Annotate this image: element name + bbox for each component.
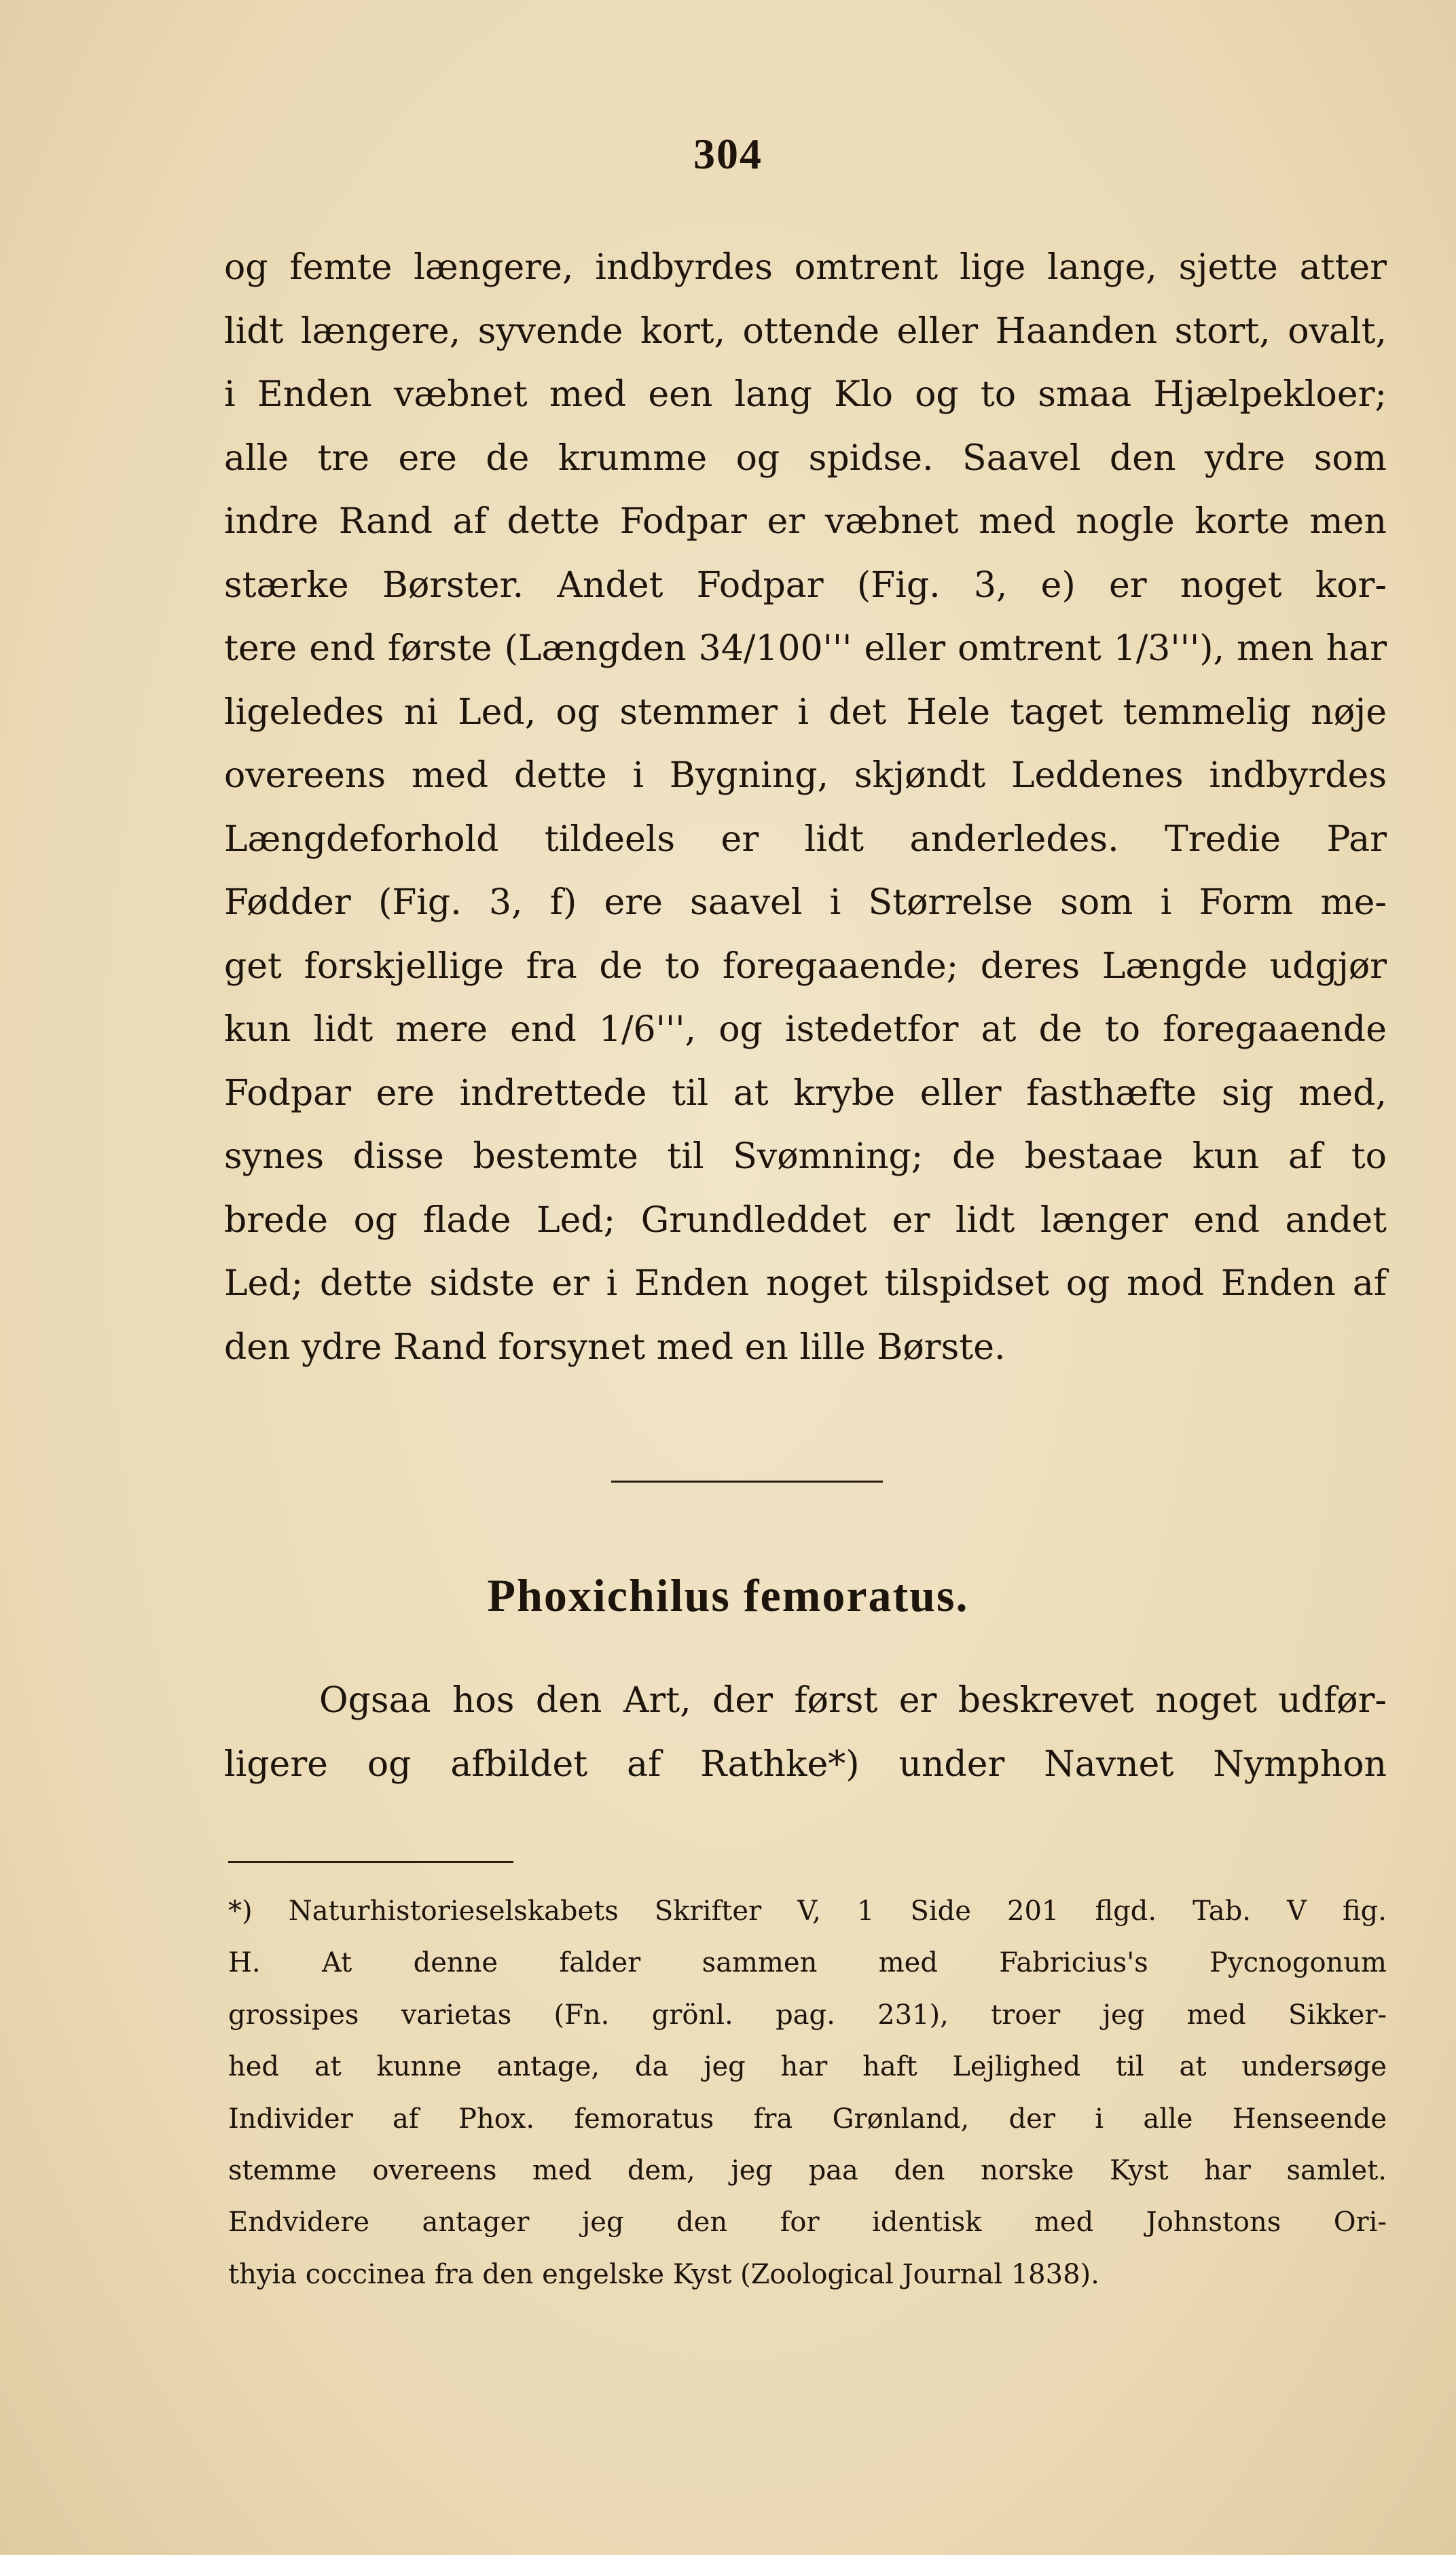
section-divider bbox=[611, 1481, 883, 1483]
text-line: get forskjellige fra de to foregaaende; deres Længde udgjør bbox=[224, 945, 1387, 987]
footnote-line: *) Naturhistorieselskabets Skrifter V, 1 Side 201 flgd. Tab. V fig. bbox=[228, 1896, 1387, 1927]
text-line: lidt længere, syvende kort, ottende eller Haanden stort, ovalt, bbox=[224, 310, 1387, 352]
text-line: ligere og afbildet af Rathke*) under Navnet Nymphon bbox=[224, 1743, 1387, 1785]
text-line: i Enden væbnet med een lang Klo og to smaa Hjælpekloer; bbox=[224, 374, 1387, 415]
footnote-line: grossipes varietas (Fn. grönl. pag. 231), troer jeg med Sikker- bbox=[228, 1999, 1387, 2031]
text-line: brede og flade Led; Grundleddet er lidt længer end andet bbox=[224, 1199, 1387, 1241]
text-line: stærke Børster. Andet Fodpar (Fig. 3, e) er noget kor- bbox=[224, 564, 1387, 606]
text-line: overeens med dette i Bygning, skjøndt Leddenes indbyrdes bbox=[224, 755, 1387, 796]
footnote-line: H. At denne falder sammen med Fabricius's Pycnogonum bbox=[228, 1947, 1387, 1979]
text-line: tere end første (Længden 34/100''' eller omtrent 1/3'''), men har bbox=[224, 628, 1387, 669]
text-line: ligeledes ni Led, og stemmer i det Hele taget temmelig nøje bbox=[224, 691, 1387, 733]
text-line: Fodpar ere indrettede til at krybe eller fasthæfte sig med, bbox=[224, 1072, 1387, 1114]
section-heading: Phoxichilus femoratus. bbox=[487, 1570, 969, 1621]
footnote-line: thyia coccinea fra den engelske Kyst (Zoological Journal 1838). bbox=[228, 2258, 1099, 2290]
text-line: synes disse bestemte til Svømning; de bestaae kun af to bbox=[224, 1136, 1387, 1177]
text-line: Længdeforhold tildeels er lidt anderledes. Tredie Par bbox=[224, 818, 1387, 860]
paragraph-phoxichilus bbox=[224, 1669, 1387, 1796]
text-line: Ogsaa hos den Art, der først er beskrevet noget udfør- bbox=[319, 1680, 1387, 1721]
text-line: Led; dette sidste er i Enden noget tilspidset og mod Enden af bbox=[224, 1263, 1387, 1304]
text-line: alle tre ere de krumme og spidse. Saavel den ydre som bbox=[224, 437, 1387, 479]
footnote-line: Individer af Phox. femoratus fra Grønland, der i alle Henseende bbox=[228, 2103, 1387, 2135]
text-line: den ydre Rand forsynet med en lille Børste. bbox=[224, 1326, 1006, 1368]
text-line: Fødder (Fig. 3, f) ere saavel i Størrelse som i Form me- bbox=[224, 882, 1387, 923]
text-line: og femte længere, indbyrdes omtrent lige lange, sjette atter bbox=[224, 247, 1387, 288]
footnote bbox=[228, 1885, 1387, 2300]
footnote-divider bbox=[228, 1861, 513, 1863]
footnote-line: Endvidere antager jeg den for identisk med Johnstons Ori- bbox=[228, 2207, 1387, 2239]
page-number: 304 bbox=[693, 130, 763, 178]
footnote-line: stemme overeens med dem, jeg paa den norske Kyst har samlet. bbox=[228, 2154, 1387, 2186]
text-line: kun lidt mere end 1/6''', og istedetfor at de to foregaaende bbox=[224, 1009, 1387, 1050]
footnote-line: hed at kunne antage, da jeg har haft Lejlighed til at undersøge bbox=[228, 2051, 1387, 2083]
paragraph-pycnogonid-legs bbox=[224, 236, 1387, 1379]
text-line: indre Rand af dette Fodpar er væbnet med nogle korte men bbox=[224, 501, 1387, 542]
